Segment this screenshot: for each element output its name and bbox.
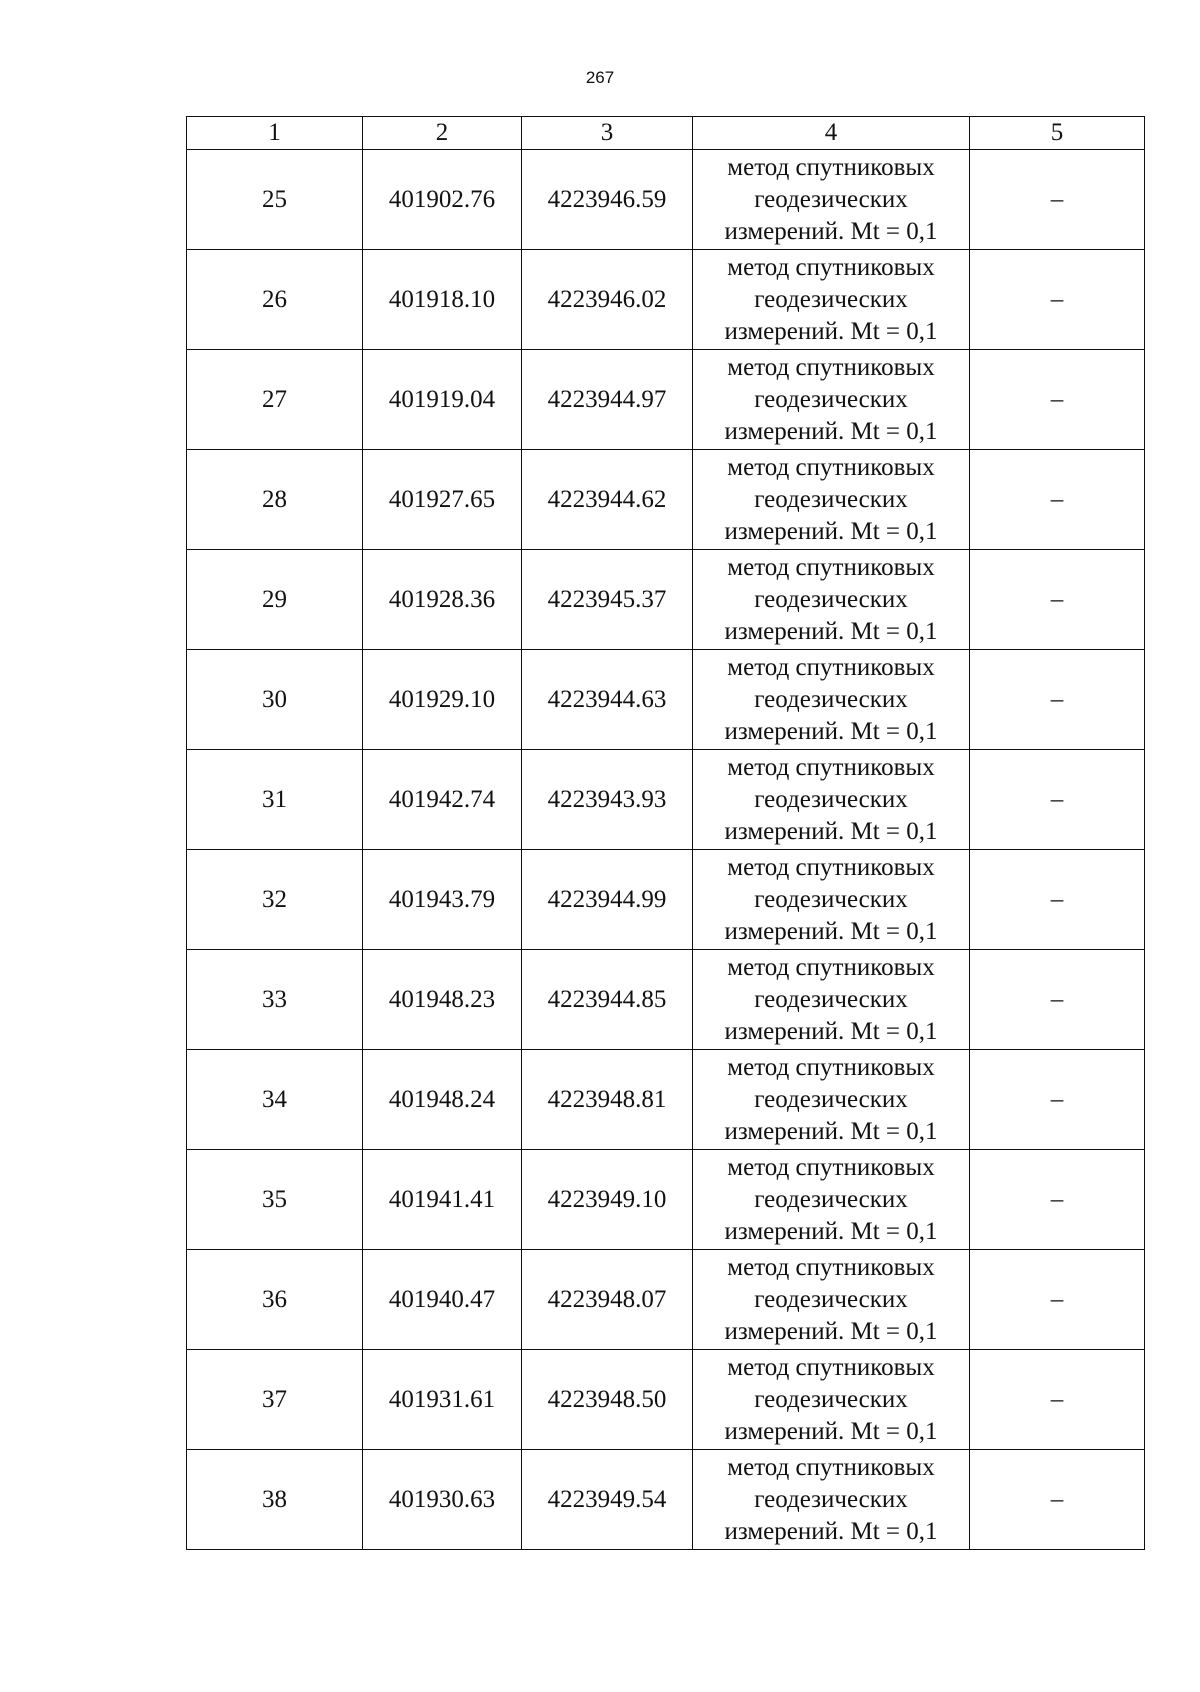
coordinate-x: 401919.04 — [363, 350, 522, 450]
method-description: метод спутниковых геодезических измерений. Mt = 0,1 — [693, 150, 970, 250]
coordinate-x: 401918.10 — [363, 250, 522, 350]
note-dash: – — [970, 1350, 1145, 1450]
method-description: метод спутниковых геодезических измерений. Mt = 0,1 — [693, 950, 970, 1050]
coordinate-y: 4223949.54 — [522, 1450, 693, 1550]
point-number: 33 — [187, 950, 363, 1050]
page-number: 267 — [585, 68, 615, 87]
coordinate-y: 4223948.07 — [522, 1250, 693, 1350]
coordinate-y: 4223946.02 — [522, 250, 693, 350]
coordinate-x: 401943.79 — [363, 850, 522, 950]
point-number: 38 — [187, 1450, 363, 1550]
coordinate-x: 401940.47 — [363, 1250, 522, 1350]
note-dash: – — [970, 750, 1145, 850]
coordinate-y: 4223948.50 — [522, 1350, 693, 1450]
coordinate-x: 401927.65 — [363, 450, 522, 550]
coordinate-x: 401929.10 — [363, 650, 522, 750]
point-number: 28 — [187, 450, 363, 550]
coordinate-x: 401902.76 — [363, 150, 522, 250]
coordinate-x: 401948.23 — [363, 950, 522, 1050]
note-dash: – — [970, 250, 1145, 350]
table-row — [187, 350, 1145, 450]
point-number: 29 — [187, 550, 363, 650]
note-dash: – — [970, 550, 1145, 650]
coordinates-table — [186, 116, 1145, 1550]
table-row — [187, 450, 1145, 550]
point-number: 34 — [187, 1050, 363, 1150]
method-description: метод спутниковых геодезических измерений. Mt = 0,1 — [693, 1450, 970, 1550]
method-description: метод спутниковых геодезических измерений. Mt = 0,1 — [693, 1150, 970, 1250]
header-col-3: 3 — [522, 117, 693, 150]
point-number: 37 — [187, 1350, 363, 1450]
note-dash: – — [970, 1250, 1145, 1350]
method-description: метод спутниковых геодезических измерений. Mt = 0,1 — [693, 550, 970, 650]
method-description: метод спутниковых геодезических измерений. Mt = 0,1 — [693, 450, 970, 550]
coordinate-x: 401928.36 — [363, 550, 522, 650]
point-number: 31 — [187, 750, 363, 850]
coordinate-x: 401942.74 — [363, 750, 522, 850]
note-dash: – — [970, 950, 1145, 1050]
table-row — [187, 1050, 1145, 1150]
coordinate-x: 401941.41 — [363, 1150, 522, 1250]
table-body — [187, 150, 1145, 1550]
table-row — [187, 650, 1145, 750]
coordinate-x: 401948.24 — [363, 1050, 522, 1150]
header-col-5: 5 — [970, 117, 1145, 150]
note-dash: – — [970, 1150, 1145, 1250]
coordinate-y: 4223944.99 — [522, 850, 693, 950]
note-dash: – — [970, 450, 1145, 550]
table-row — [187, 150, 1145, 250]
point-number: 32 — [187, 850, 363, 950]
coordinate-y: 4223944.62 — [522, 450, 693, 550]
coordinate-x: 401930.63 — [363, 1450, 522, 1550]
method-description: метод спутниковых геодезических измерений. Mt = 0,1 — [693, 1050, 970, 1150]
coordinate-x: 401931.61 — [363, 1350, 522, 1450]
note-dash: – — [970, 350, 1145, 450]
method-description: метод спутниковых геодезических измерений. Mt = 0,1 — [693, 1250, 970, 1350]
table-row — [187, 1450, 1145, 1550]
header-row — [187, 117, 1145, 150]
point-number: 25 — [187, 150, 363, 250]
coordinate-y: 4223944.97 — [522, 350, 693, 450]
note-dash: – — [970, 650, 1145, 750]
note-dash: – — [970, 150, 1145, 250]
method-description: метод спутниковых геодезических измерений. Mt = 0,1 — [693, 750, 970, 850]
note-dash: – — [970, 1050, 1145, 1150]
coordinate-y: 4223948.81 — [522, 1050, 693, 1150]
note-dash: – — [970, 1450, 1145, 1550]
method-description: метод спутниковых геодезических измерений. Mt = 0,1 — [693, 250, 970, 350]
coordinate-y: 4223945.37 — [522, 550, 693, 650]
coordinate-y: 4223944.85 — [522, 950, 693, 1050]
table-row — [187, 550, 1145, 650]
coordinate-y: 4223944.63 — [522, 650, 693, 750]
point-number: 35 — [187, 1150, 363, 1250]
coordinate-y: 4223943.93 — [522, 750, 693, 850]
coordinate-y: 4223949.10 — [522, 1150, 693, 1250]
method-description: метод спутниковых геодезических измерений. Mt = 0,1 — [693, 350, 970, 450]
table-row — [187, 250, 1145, 350]
table-row — [187, 1150, 1145, 1250]
header-col-2: 2 — [363, 117, 522, 150]
table-row — [187, 750, 1145, 850]
coordinate-y: 4223946.59 — [522, 150, 693, 250]
header-col-1: 1 — [187, 117, 363, 150]
method-description: метод спутниковых геодезических измерений. Mt = 0,1 — [693, 650, 970, 750]
table-row — [187, 1250, 1145, 1350]
point-number: 26 — [187, 250, 363, 350]
method-description: метод спутниковых геодезических измерений. Mt = 0,1 — [693, 850, 970, 950]
table-row — [187, 1350, 1145, 1450]
point-number: 27 — [187, 350, 363, 450]
method-description: метод спутниковых геодезических измерений. Mt = 0,1 — [693, 1350, 970, 1450]
table-row — [187, 850, 1145, 950]
table-header — [187, 117, 1145, 150]
table-row — [187, 950, 1145, 1050]
note-dash: – — [970, 850, 1145, 950]
point-number: 36 — [187, 1250, 363, 1350]
header-col-4: 4 — [693, 117, 970, 150]
point-number: 30 — [187, 650, 363, 750]
